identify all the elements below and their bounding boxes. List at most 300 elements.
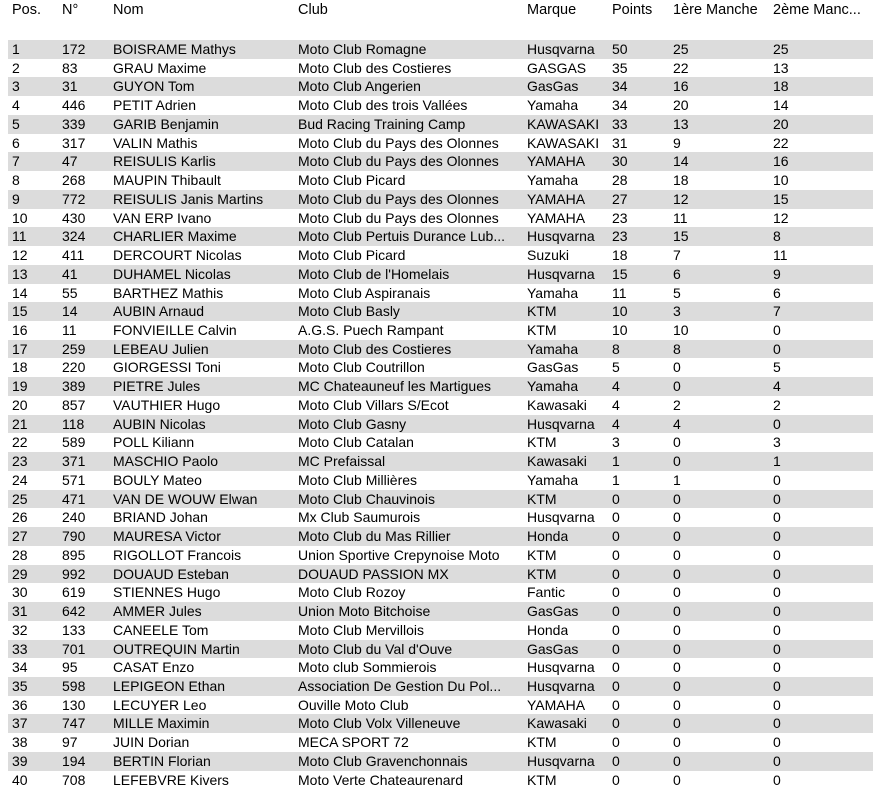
cell-club: Union Moto Bitchoise [298,603,431,620]
header-brand[interactable]: Marque [527,2,577,18]
cell-points: 1 [612,471,620,488]
cell-club: Moto Verte Chateaurenard [298,771,463,788]
table-row[interactable] [8,640,873,659]
cell-pos: 29 [12,565,28,582]
cell-points: 0 [612,715,620,732]
table-row[interactable] [8,415,873,434]
cell-points: 34 [612,78,628,95]
header-points[interactable]: Points [612,2,653,18]
table-row[interactable] [8,59,873,78]
cell-race-1: 10 [673,322,689,339]
cell-race-1: 0 [673,715,681,732]
table-row[interactable] [8,321,873,340]
table-row[interactable] [8,209,873,228]
cell-number: 895 [62,546,86,563]
cell-name: RIGOLLOT Francois [113,546,242,563]
table-row[interactable] [8,190,873,209]
cell-club: Moto Club Rozoy [298,584,406,601]
cell-club: Moto Club du Pays des Olonnes [298,209,499,226]
cell-brand: KTM [527,434,557,451]
cell-number: 708 [62,771,86,788]
cell-name: AUBIN Nicolas [113,415,206,432]
cell-brand: KTM [527,565,557,582]
table-row[interactable] [8,565,873,584]
cell-points: 31 [612,134,628,151]
cell-number: 772 [62,190,86,207]
table-row[interactable] [8,696,873,715]
cell-brand: Husqvarna [527,265,595,282]
cell-race-2: 18 [773,78,789,95]
cell-brand: Yamaha [527,378,579,395]
cell-race-1: 0 [673,603,681,620]
cell-pos: 19 [12,378,28,395]
cell-number: 118 [62,415,85,432]
cell-brand: GasGas [527,78,579,95]
cell-race-2: 12 [773,209,789,226]
cell-number: 446 [62,97,86,114]
cell-pos: 16 [12,322,28,339]
table-row[interactable] [8,396,873,415]
cell-pos: 40 [12,771,28,788]
cell-points: 30 [612,153,628,170]
cell-name: MAUPIN Thibault [113,172,221,189]
cell-pos: 18 [12,359,28,376]
cell-name: VALIN Mathis [113,134,198,151]
cell-race-2: 15 [773,190,789,207]
cell-brand: Husqvarna [527,41,595,57]
cell-number: 172 [62,41,86,57]
cell-club: Moto Club Gravenchonnais [298,752,468,769]
cell-race-2: 22 [773,134,789,151]
cell-club: Moto Club Coutrillon [298,359,425,376]
cell-points: 34 [612,97,628,114]
cell-race-1: 0 [673,621,681,638]
header-race-1[interactable]: 1ère Manche [673,2,758,18]
cell-brand: Yamaha [527,284,579,301]
cell-pos: 1 [12,41,20,57]
table-row[interactable] [8,490,873,509]
cell-race-2: 0 [773,715,781,732]
cell-name: PETIT Adrien [113,97,197,114]
cell-pos: 17 [12,340,28,357]
cell-pos: 39 [12,752,28,769]
cell-number: 11 [62,322,77,339]
cell-points: 18 [612,247,628,264]
cell-race-2: 5 [773,359,781,376]
table-row[interactable] [8,508,873,527]
cell-number: 97 [62,734,78,751]
cell-race-1: 25 [673,41,689,57]
table-row[interactable] [8,152,873,171]
table-row[interactable] [8,134,873,153]
cell-number: 571 [62,471,86,488]
cell-race-1: 0 [673,490,681,507]
cell-pos: 2 [12,59,20,76]
table-row[interactable] [8,621,873,640]
cell-club: Moto Club du Pays des Olonnes [298,134,499,151]
cell-race-2: 0 [773,415,781,432]
cell-pos: 21 [12,415,28,432]
cell-club: Moto club Sommierois [298,659,437,676]
cell-club: Moto Club Villars S/Ecot [298,396,449,413]
cell-race-1: 5 [673,284,681,301]
cell-race-1: 0 [673,771,681,788]
cell-name: DUHAMEL Nicolas [113,265,231,282]
cell-club: Mx Club Saumurois [298,509,421,526]
cell-race-2: 0 [773,677,781,694]
cell-pos: 37 [12,715,28,732]
header-number[interactable]: N° [62,2,79,18]
cell-club: Moto Club de l'Homelais [298,265,450,282]
cell-club: Moto Club du Mas Rillier [298,528,451,545]
cell-brand: Kawasaki [527,453,587,470]
cell-number: 790 [62,528,86,545]
cell-name: MILLE Maximin [113,715,210,732]
cell-race-2: 0 [773,490,781,507]
table-row[interactable] [8,265,873,284]
cell-points: 0 [612,640,620,657]
cell-number: 589 [62,434,86,451]
cell-race-1: 0 [673,378,681,395]
table-row[interactable] [8,452,873,471]
cell-points: 0 [612,677,620,694]
cell-race-1: 0 [673,752,681,769]
cell-race-2: 14 [773,97,789,114]
cell-brand: Husqvarna [527,677,595,694]
cell-pos: 38 [12,734,28,751]
table-row[interactable] [8,40,873,59]
cell-pos: 30 [12,584,28,601]
cell-brand: Kawasaki [527,715,587,732]
cell-race-1: 0 [673,659,681,676]
cell-race-1: 22 [673,59,689,76]
cell-brand: GASGAS [527,59,587,76]
cell-race-1: 4 [673,415,681,432]
cell-race-2: 9 [773,265,781,282]
cell-race-1: 0 [673,584,681,601]
cell-number: 430 [62,209,86,226]
cell-brand: Husqvarna [527,752,595,769]
cell-points: 0 [612,621,620,638]
cell-race-1: 9 [673,134,681,151]
cell-race-2: 20 [773,115,789,132]
cell-number: 411 [62,247,85,264]
table-row[interactable] [8,377,873,396]
cell-race-2: 0 [773,546,781,563]
table-row[interactable] [8,583,873,602]
cell-points: 5 [612,359,620,376]
cell-points: 0 [612,734,620,751]
table-row[interactable] [8,358,873,377]
cell-points: 1 [612,453,620,470]
cell-brand: KTM [527,734,557,751]
cell-number: 324 [62,228,86,245]
cell-name: GIORGESSI Toni [113,359,221,376]
table-row[interactable] [8,546,873,565]
cell-race-2: 0 [773,734,781,751]
cell-brand: Yamaha [527,340,579,357]
cell-points: 11 [612,284,627,301]
header-club[interactable]: Club [298,2,328,18]
cell-brand: Yamaha [527,172,579,189]
cell-race-1: 0 [673,677,681,694]
cell-race-2: 6 [773,284,781,301]
cell-points: 0 [612,603,620,620]
cell-pos: 14 [12,284,28,301]
cell-race-2: 0 [773,659,781,676]
cell-race-2: 2 [773,396,781,413]
cell-club: Moto Club Romagne [298,41,427,57]
cell-points: 28 [612,172,628,189]
cell-name: POLL Kiliann [113,434,195,451]
cell-brand: KTM [527,322,557,339]
cell-brand: Yamaha [527,97,579,114]
cell-number: 259 [62,340,86,357]
cell-pos: 22 [12,434,28,451]
cell-race-2: 10 [773,172,789,189]
cell-brand: Honda [527,621,569,638]
cell-name: CHARLIER Maxime [113,228,237,245]
cell-club: Moto Club des Costieres [298,340,452,357]
cell-race-2: 0 [773,752,781,769]
cell-name: FONVIEILLE Calvin [113,322,237,339]
cell-race-1: 0 [673,434,681,451]
cell-number: 619 [62,584,86,601]
cell-number: 317 [62,134,86,151]
cell-race-2: 0 [773,640,781,657]
cell-points: 0 [612,752,620,769]
table-row[interactable] [8,471,873,490]
cell-number: 857 [62,396,86,413]
cell-pos: 36 [12,696,28,713]
cell-pos: 7 [12,153,20,170]
cell-pos: 34 [12,659,28,676]
cell-pos: 33 [12,640,28,657]
cell-points: 8 [612,340,620,357]
cell-race-1: 0 [673,734,681,751]
cell-club: A.G.S. Puech Rampant [298,322,444,339]
cell-race-1: 20 [673,97,689,114]
results-table [8,40,873,789]
table-row[interactable] [8,733,873,752]
cell-pos: 3 [12,78,20,95]
cell-race-2: 1 [773,453,781,470]
table-row[interactable] [8,527,873,546]
cell-club: Bud Racing Training Camp [298,115,466,132]
cell-number: 240 [62,509,86,526]
cell-name: GARIB Benjamin [113,115,219,132]
cell-brand: KAWASAKI [527,115,600,132]
cell-points: 10 [612,322,628,339]
cell-race-2: 0 [773,565,781,582]
cell-club: Moto Club Gasny [298,415,407,432]
cell-club: Moto Club Basly [298,303,400,320]
cell-brand: Husqvarna [527,415,595,432]
cell-pos: 12 [12,247,28,264]
cell-club: Moto Club Chauvinois [298,490,435,507]
cell-name: BERTIN Florian [113,752,211,769]
cell-brand: Yamaha [527,471,579,488]
cell-pos: 31 [12,603,28,620]
cell-number: 220 [62,359,86,376]
cell-club: Moto Club Mervillois [298,621,425,638]
cell-number: 389 [62,378,86,395]
cell-brand: YAMAHA [527,696,586,713]
table-row[interactable] [8,284,873,303]
header-pos[interactable]: Pos. [12,2,42,18]
cell-number: 194 [62,752,86,769]
cell-name: OUTREQUIN Martin [113,640,240,657]
cell-number: 41 [62,265,78,282]
cell-brand: Kawasaki [527,396,587,413]
cell-race-2: 0 [773,603,781,620]
cell-name: MASCHIO Paolo [113,453,219,470]
cell-brand: KAWASAKI [527,134,600,151]
cell-points: 0 [612,565,620,582]
cell-race-2: 3 [773,434,781,451]
cell-name: JUIN Dorian [113,734,190,751]
header-name[interactable]: Nom [113,2,144,18]
table-row[interactable] [8,302,873,321]
table-row[interactable] [8,171,873,190]
cell-name: BOULY Mateo [113,471,202,488]
table-row[interactable] [8,677,873,696]
cell-points: 3 [612,434,620,451]
cell-race-1: 15 [673,228,689,245]
cell-name: BARTHEZ Mathis [113,284,224,301]
cell-name: LEFEBVRE Kivers [113,771,229,788]
cell-points: 0 [612,546,620,563]
cell-pos: 8 [12,172,20,189]
cell-club: Moto Club du Pays des Olonnes [298,190,499,207]
cell-pos: 25 [12,490,28,507]
cell-pos: 5 [12,115,20,132]
cell-club: MC Prefaissal [298,453,386,470]
cell-number: 339 [62,115,86,132]
cell-club: Union Sportive Crepynoise Moto [298,546,500,563]
table-row[interactable] [8,752,873,771]
table-row[interactable] [8,96,873,115]
table-row[interactable] [8,658,873,677]
cell-brand: KTM [527,771,557,788]
cell-pos: 13 [12,265,28,282]
cell-number: 747 [62,715,86,732]
cell-race-1: 0 [673,640,681,657]
cell-points: 4 [612,378,620,395]
cell-race-2: 0 [773,528,781,545]
cell-brand: Husqvarna [527,228,595,245]
cell-points: 0 [612,490,620,507]
cell-club: Moto Club des trois Vallées [298,97,468,114]
cell-race-2: 8 [773,228,781,245]
cell-race-1: 8 [673,340,681,357]
cell-club: MECA SPORT 72 [298,734,409,751]
cell-race-2: 0 [773,471,781,488]
header-race-2[interactable]: 2ème Manc... [773,2,861,18]
cell-club: Association De Gestion Du Pol... [298,677,502,694]
cell-pos: 35 [12,677,28,694]
cell-pos: 4 [12,97,20,114]
cell-name: LEPIGEON Ethan [113,677,226,694]
table-row[interactable] [8,227,873,246]
table-row[interactable] [8,246,873,265]
table-row[interactable] [8,602,873,621]
cell-club: Moto Club Catalan [298,434,414,451]
cell-club: Moto Club Aspiranais [298,284,431,301]
cell-race-1: 18 [673,172,689,189]
cell-race-1: 14 [673,153,689,170]
cell-race-1: 0 [673,528,681,545]
table-row[interactable] [8,340,873,359]
table-header [0,2,873,20]
cell-points: 35 [612,59,628,76]
table-row[interactable] [8,771,873,790]
cell-race-2: 0 [773,621,781,638]
cell-pos: 27 [12,528,28,545]
cell-brand: Husqvarna [527,509,595,526]
cell-brand: KTM [527,546,557,563]
table-row[interactable] [8,115,873,134]
cell-name: DOUAUD Esteban [113,565,229,582]
cell-race-2: 0 [773,322,781,339]
table-row[interactable] [8,714,873,733]
cell-brand: YAMAHA [527,209,586,226]
cell-points: 23 [612,209,628,226]
cell-race-1: 0 [673,453,681,470]
cell-number: 95 [62,659,78,676]
cell-race-1: 13 [673,115,689,132]
cell-name: PIETRE Jules [113,378,201,395]
cell-race-2: 0 [773,340,781,357]
cell-number: 371 [62,453,86,470]
cell-race-2: 0 [773,509,781,526]
table-row[interactable] [8,433,873,452]
cell-name: BRIAND Johan [113,509,208,526]
cell-race-2: 0 [773,771,781,788]
cell-name: CASAT Enzo [113,659,195,676]
cell-brand: KTM [527,303,557,320]
cell-pos: 6 [12,134,20,151]
cell-brand: Honda [527,528,569,545]
cell-points: 0 [612,584,620,601]
cell-points: 4 [612,396,620,413]
cell-pos: 15 [12,303,28,320]
cell-club: Moto Club Picard [298,172,406,189]
cell-number: 701 [62,640,86,657]
cell-club: MC Chateauneuf les Martigues [298,378,491,395]
cell-name: STIENNES Hugo [113,584,221,601]
table-row[interactable] [8,77,873,96]
cell-brand: KTM [527,490,557,507]
cell-name: GUYON Tom [113,78,195,95]
cell-pos: 9 [12,190,20,207]
cell-name: VAN DE WOUW Elwan [113,490,258,507]
cell-race-2: 0 [773,584,781,601]
cell-points: 50 [612,41,628,57]
cell-name: VAUTHIER Hugo [113,396,221,413]
cell-number: 133 [62,621,86,638]
cell-club: Moto Club du Pays des Olonnes [298,153,499,170]
cell-race-2: 4 [773,378,781,395]
cell-pos: 26 [12,509,28,526]
cell-race-1: 0 [673,565,681,582]
cell-race-1: 0 [673,509,681,526]
cell-name: AUBIN Arnaud [113,303,205,320]
cell-number: 83 [62,59,78,76]
cell-pos: 24 [12,471,28,488]
cell-name: GRAU Maxime [113,59,207,76]
cell-pos: 10 [12,209,28,226]
